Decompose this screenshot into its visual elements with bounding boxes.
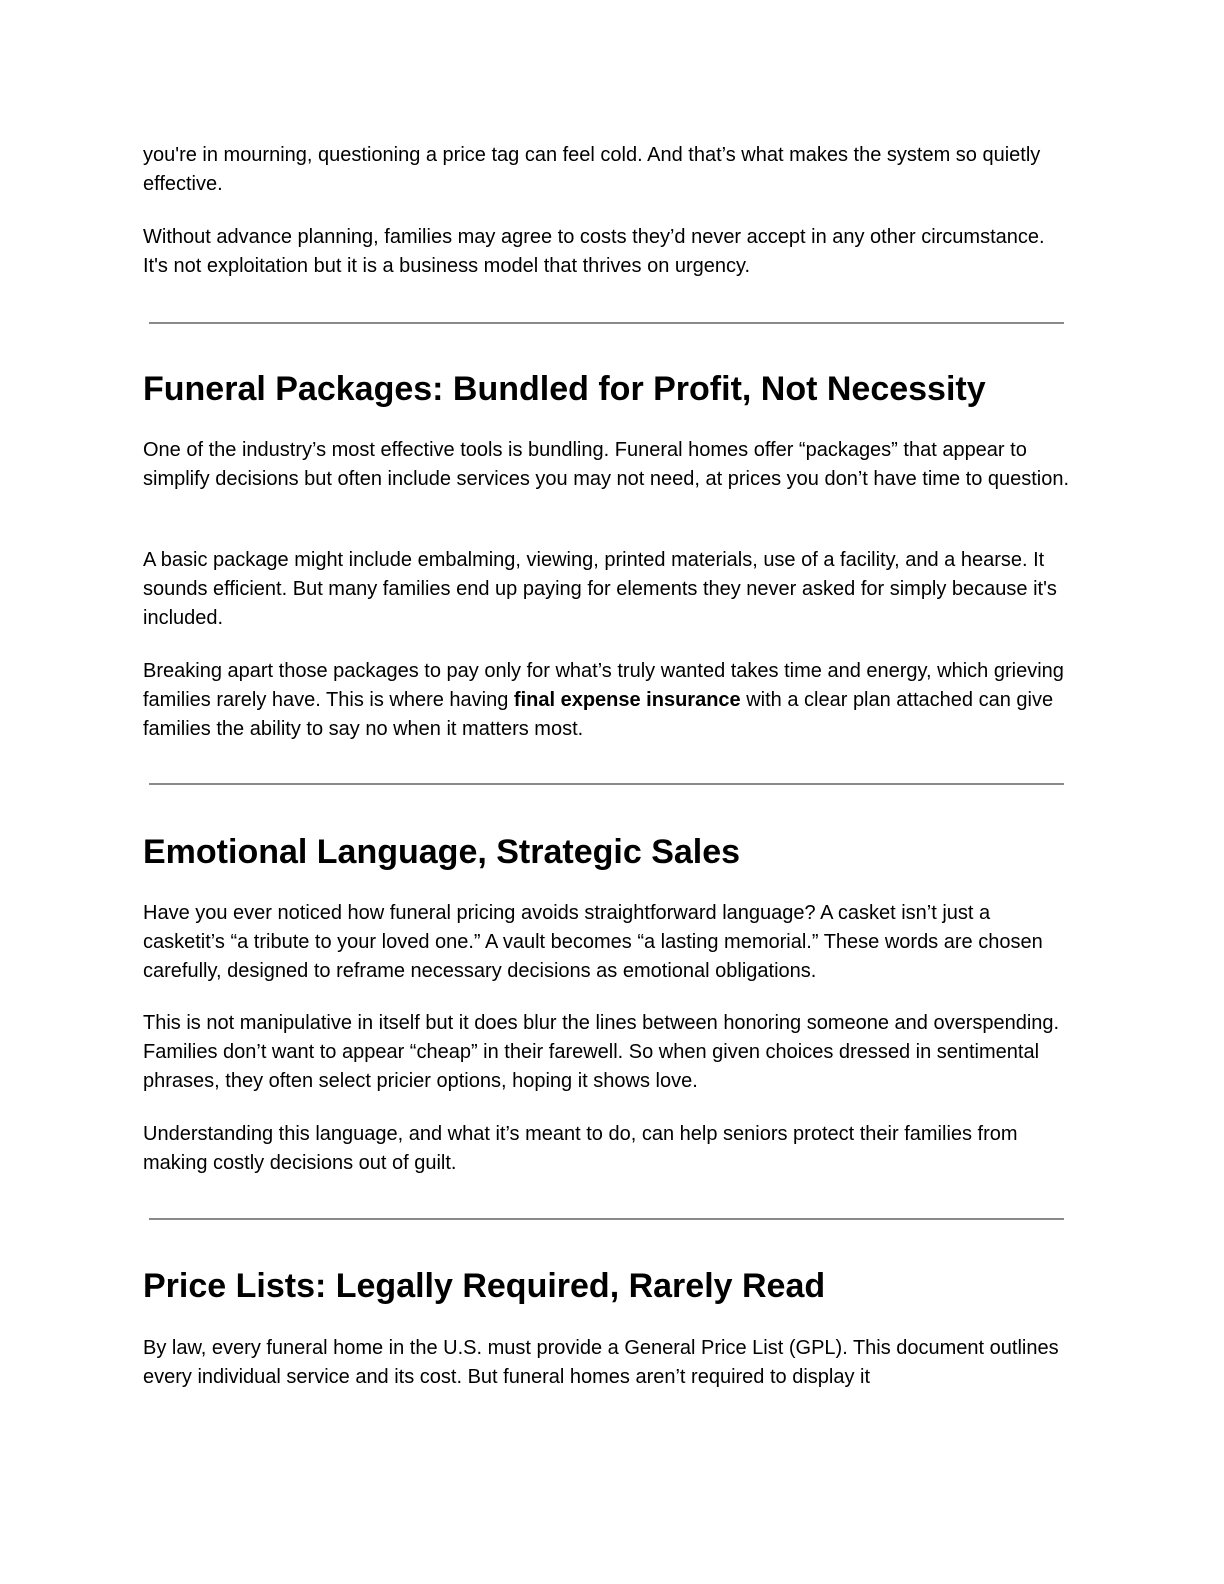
- packages-paragraph-3: [143, 657, 1073, 744]
- prices-paragraph-1-block: [143, 1334, 1073, 1392]
- packages-paragraph-2: A basic package might include embalming, viewing, printed materials, use of a facility, and a hearse. It sounds efficient. But many families end up paying for elements they never asked for simply because it's included.: [143, 549, 1057, 629]
- final-expense-insurance-emphasis: final expense insurance: [513, 689, 741, 711]
- section-divider-1: [149, 322, 1064, 324]
- section-divider-3: [149, 1218, 1064, 1220]
- prices-heading-block: [143, 1266, 1073, 1306]
- prices-heading: Price Lists: Legally Required, Rarely Read: [143, 1267, 826, 1305]
- language-paragraph-3-block: [143, 1120, 1073, 1178]
- language-paragraph-2: This is not manipulative in itself but it does blur the lines between honoring someone and overspending. Families don’t want to appear “cheap” in their farewell. So when given choices dressed in sentimental phrases, they often select pricier options, hoping it shows love.: [143, 1012, 1060, 1092]
- language-paragraph-1-block: [143, 899, 1073, 986]
- packages-heading: Funeral Packages: Bundled for Profit, Not Necessity: [143, 370, 986, 408]
- intro-paragraph-1-block: [143, 141, 1073, 199]
- packages-paragraph-1-block: [143, 436, 1073, 494]
- packages-paragraph-3-text-start: Breaking apart those packages to pay only for what’s truly wanted takes time and energy, which grieving families rarely have. This is where having: [143, 660, 1064, 711]
- language-paragraph-3: Understanding this language, and what it’s meant to do, can help seniors protect their families from making costly decisions out of guilt.: [143, 1123, 1018, 1174]
- language-paragraph-2-block: [143, 1009, 1073, 1096]
- language-paragraph-1: Have you ever noticed how funeral pricing avoids straightforward language? A casket isn’t just a casketit’s “a tribute to your loved one.” A vault becomes “a lasting memorial.” These words are chosen carefully, designed to reframe necessary decisions as emotional obligations.: [143, 902, 1043, 982]
- packages-paragraph-3-block: [143, 657, 1073, 744]
- packages-heading-block: [143, 369, 1073, 409]
- packages-paragraph-3-text-end: with a clear plan attached can give families the ability to say no when it matters most.: [143, 689, 1054, 740]
- packages-paragraph-1: One of the industry’s most effective tools is bundling. Funeral homes offer “packages” that appear to simplify decisions but often include services you may not need, at prices you don’t have time to question.: [143, 439, 1070, 490]
- language-heading: Emotional Language, Strategic Sales: [143, 833, 741, 871]
- section-divider-2: [149, 783, 1064, 785]
- intro-paragraph-1: you're in mourning, questioning a price tag can feel cold. And that’s what makes the system so quietly effective.: [143, 144, 1041, 195]
- intro-paragraph-2-block: [143, 223, 1073, 281]
- prices-paragraph-1: By law, every funeral home in the U.S. must provide a General Price List (GPL). This document outlines every individual service and its cost. But funeral homes aren’t required to display it: [143, 1337, 1059, 1388]
- language-heading-block: [143, 832, 1073, 872]
- intro-paragraph-2: Without advance planning, families may agree to costs they’d never accept in any other circumstance. It's not exploitation but it is a business model that thrives on urgency.: [143, 226, 1045, 277]
- packages-paragraph-2-block: [143, 546, 1073, 633]
